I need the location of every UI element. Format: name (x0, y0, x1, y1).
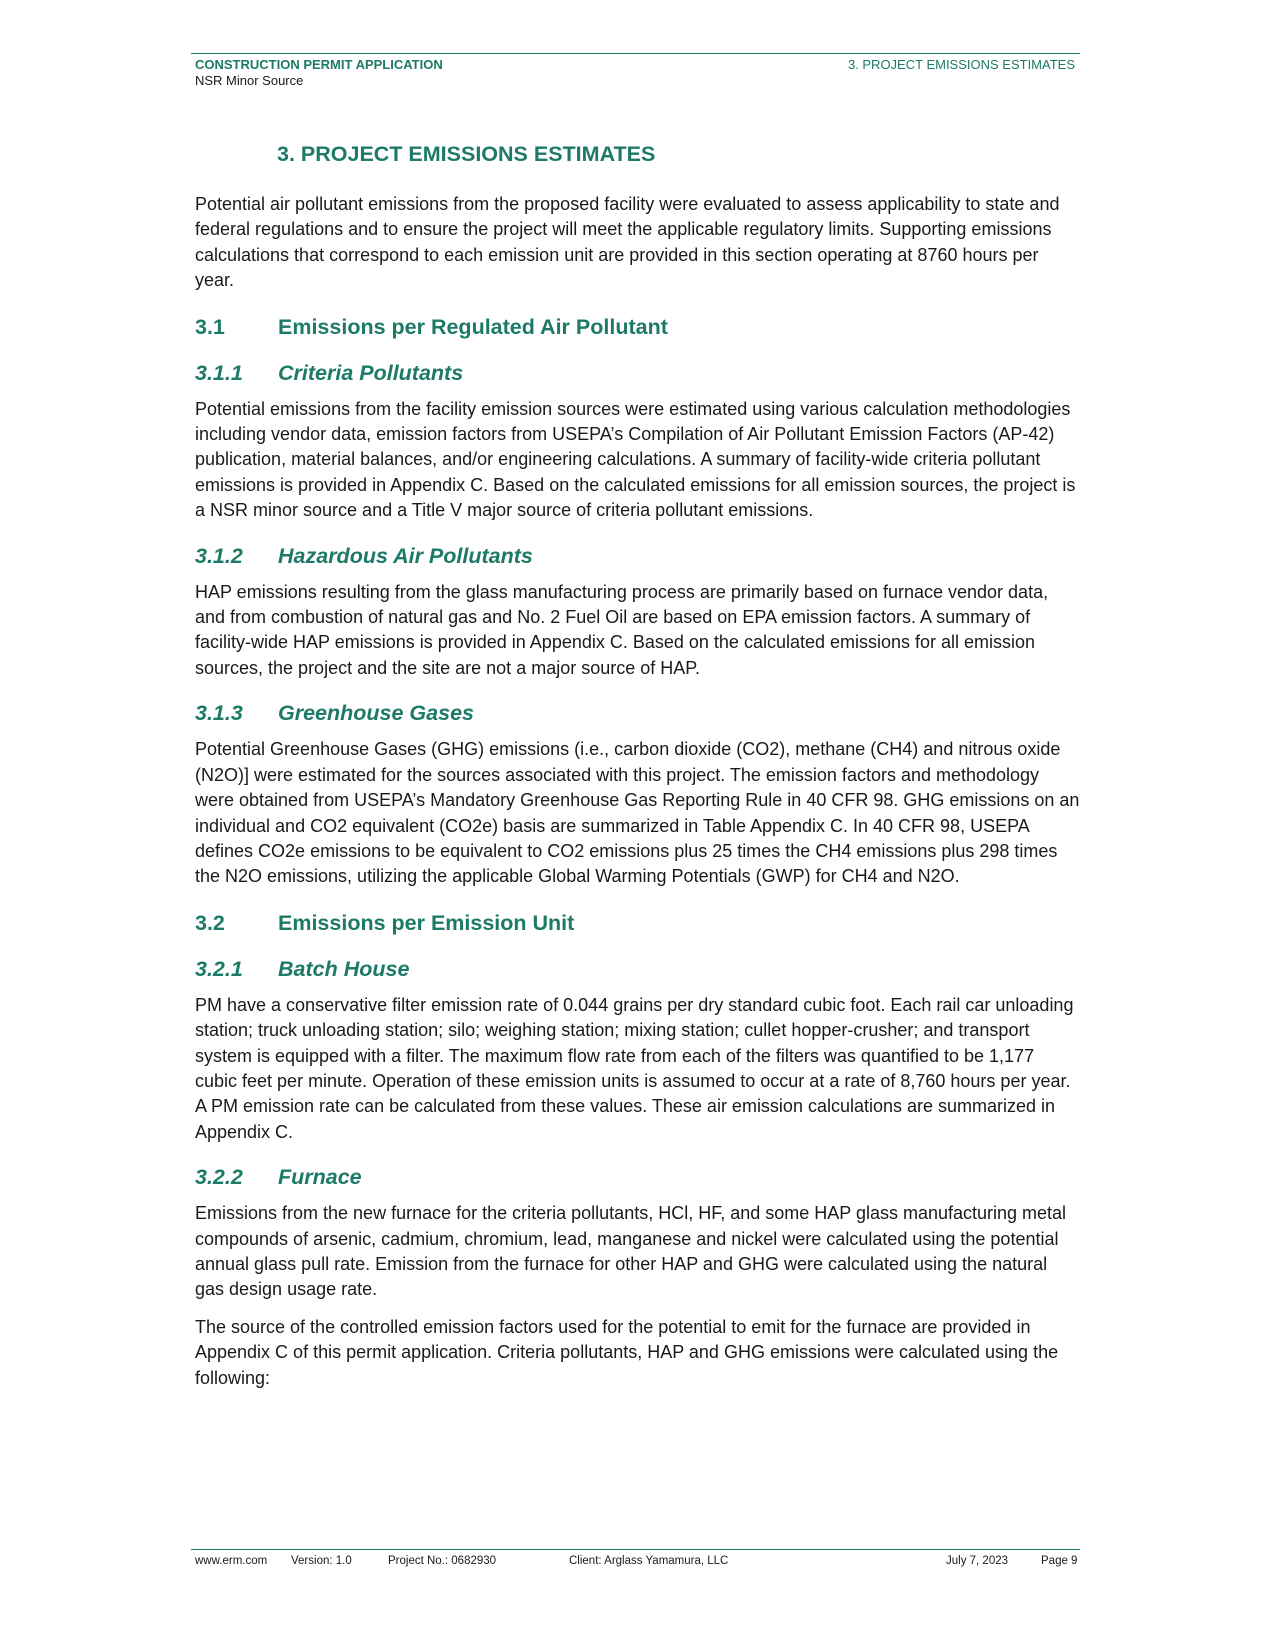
section-title: Emissions per Emission Unit (278, 910, 575, 935)
section-title: Emissions per Regulated Air Pollutant (278, 314, 668, 339)
section-number: 3.2 (195, 910, 225, 935)
footer-client: Client: Arglass Yamamura, LLC (569, 1555, 729, 1567)
intro-paragraph: Potential air pollutant emissions from the proposed facility were evaluated to assess applicability to state and federal regulations and to ensure the project will meet the applicable regulatory limits. Supporting emissions calculations that correspond to each emission unit are provided in this section operating at 8760 hours per year. (195, 194, 1060, 291)
hazardous-air-pollutants-paragraph: HAP emissions resulting from the glass manufacturing process are primarily based on furnace vendor data, and from combustion of natural gas and No. 2 Fuel Oil are based on EPA emission factors. A summary of facility-wide HAP emissions is provided in Appendix C. Based on the calculated emissions for all emission sources, the project and the site are not a major source of HAP. (195, 581, 1049, 678)
batch-house-paragraph: PM have a conservative filter emission rate of 0.044 grains per dry standard cubic foot. Each rail car unloading station; truck unloading station; silo; weighing station; mixing station; cullet hopper-crusher; and transport system is equipped with a filter. The maximum flow rate from each of the filters was quantified to be 1,177 cubic feet per minute. Operation of these emission units is assumed to occur at a rate of 8,760 hours per year. A PM emission rate can be calculated from these values. These air emission calculations are summarized in Appendix C. (195, 994, 1074, 1142)
section-3-1-heading (195, 313, 1080, 341)
page-content (195, 140, 1080, 1391)
furnace-paragraph-2: The source of the controlled emission factors used for the potential to emit for the furnace are provided in Appendix C of this permit application. Criteria pollutants, HAP and GHG emissions were calculated using the following: (195, 1316, 1059, 1388)
section-3-2-heading (195, 909, 1080, 937)
section-title: Batch House (278, 956, 410, 981)
footer-version: Version: 1.0 (291, 1555, 352, 1567)
section-3-2-2-heading (195, 1163, 1080, 1191)
footer-page-number: Page 9 (1041, 1555, 1078, 1567)
criteria-pollutants-paragraph: Potential emissions from the facility emission sources were estimated using various calculation methodologies including vendor data, emission factors from USEPA’s Compilation of Air Pollutant Emission Factors (AP-42) publication, material balances, and/or engineering calculations. A summary of facility-wide criteria pollutant emissions is provided in Appendix C. Based on the calculated emissions for all emission sources, the project is a NSR minor source and a Title V major source of criteria pollutant emissions. (195, 398, 1076, 521)
section-number: 3.1 (195, 314, 225, 339)
section-number: 3.1.1 (195, 360, 243, 385)
greenhouse-gases-paragraph: Potential Greenhouse Gases (GHG) emissions (i.e., carbon dioxide (CO2), methane (CH4) and nitrous oxide (N2O)] were estimated for the sources associated with this project. The emission factors and methodology were obtained from USEPA’s Mandatory Greenhouse Gas Reporting Rule in 40 CFR 98. GHG emissions on an individual and CO2 equivalent (CO2e) basis are summarized in Table Appendix C. In 40 CFR 98, USEPA defines CO2e emissions to be equivalent to CO2 emissions plus 25 times the CH4 emissions plus 298 times the N2O emissions, utilizing the applicable Global Warming Potentials (GWP) for CH4 and N2O. (195, 739, 1080, 887)
section-title: Greenhouse Gases (278, 701, 474, 726)
footer-rule (191, 1549, 1080, 1550)
header-document-subtitle: NSR Minor Source (195, 73, 304, 88)
header-section-title: 3. PROJECT EMISSIONS ESTIMATES (847, 57, 1075, 72)
section-3-2-1-heading (195, 955, 1080, 983)
section-3-1-1-heading (195, 359, 1080, 387)
footer-project-number: Project No.: 0682930 (388, 1555, 497, 1567)
section-number: 3.1.2 (195, 543, 243, 568)
section-title: Criteria Pollutants (278, 360, 464, 385)
page-title: 3. PROJECT EMISSIONS ESTIMATES (277, 142, 656, 166)
section-3-1-2-heading (195, 542, 1080, 570)
section-title: Hazardous Air Pollutants (278, 543, 533, 568)
section-title: Furnace (278, 1165, 362, 1190)
section-number: 3.1.3 (195, 701, 243, 726)
section-number: 3.2.1 (195, 956, 243, 981)
furnace-paragraph-1: Emissions from the new furnace for the criteria pollutants, HCl, HF, and some HAP glass manufacturing metal compounds of arsenic, cadmium, chromium, lead, manganese and nickel were calculated using the potential annual glass pull rate. Emission from the furnace for other HAP and GHG were calculated using the natural gas design usage rate. (195, 1203, 1067, 1300)
footer-website: www.erm.com (195, 1555, 268, 1567)
header-rule (191, 53, 1080, 54)
section-3-1-3-heading (195, 699, 1080, 727)
section-number: 3.2.2 (195, 1165, 243, 1190)
footer-date: July 7, 2023 (946, 1555, 1009, 1567)
header-document-title: CONSTRUCTION PERMIT APPLICATION (195, 57, 443, 72)
